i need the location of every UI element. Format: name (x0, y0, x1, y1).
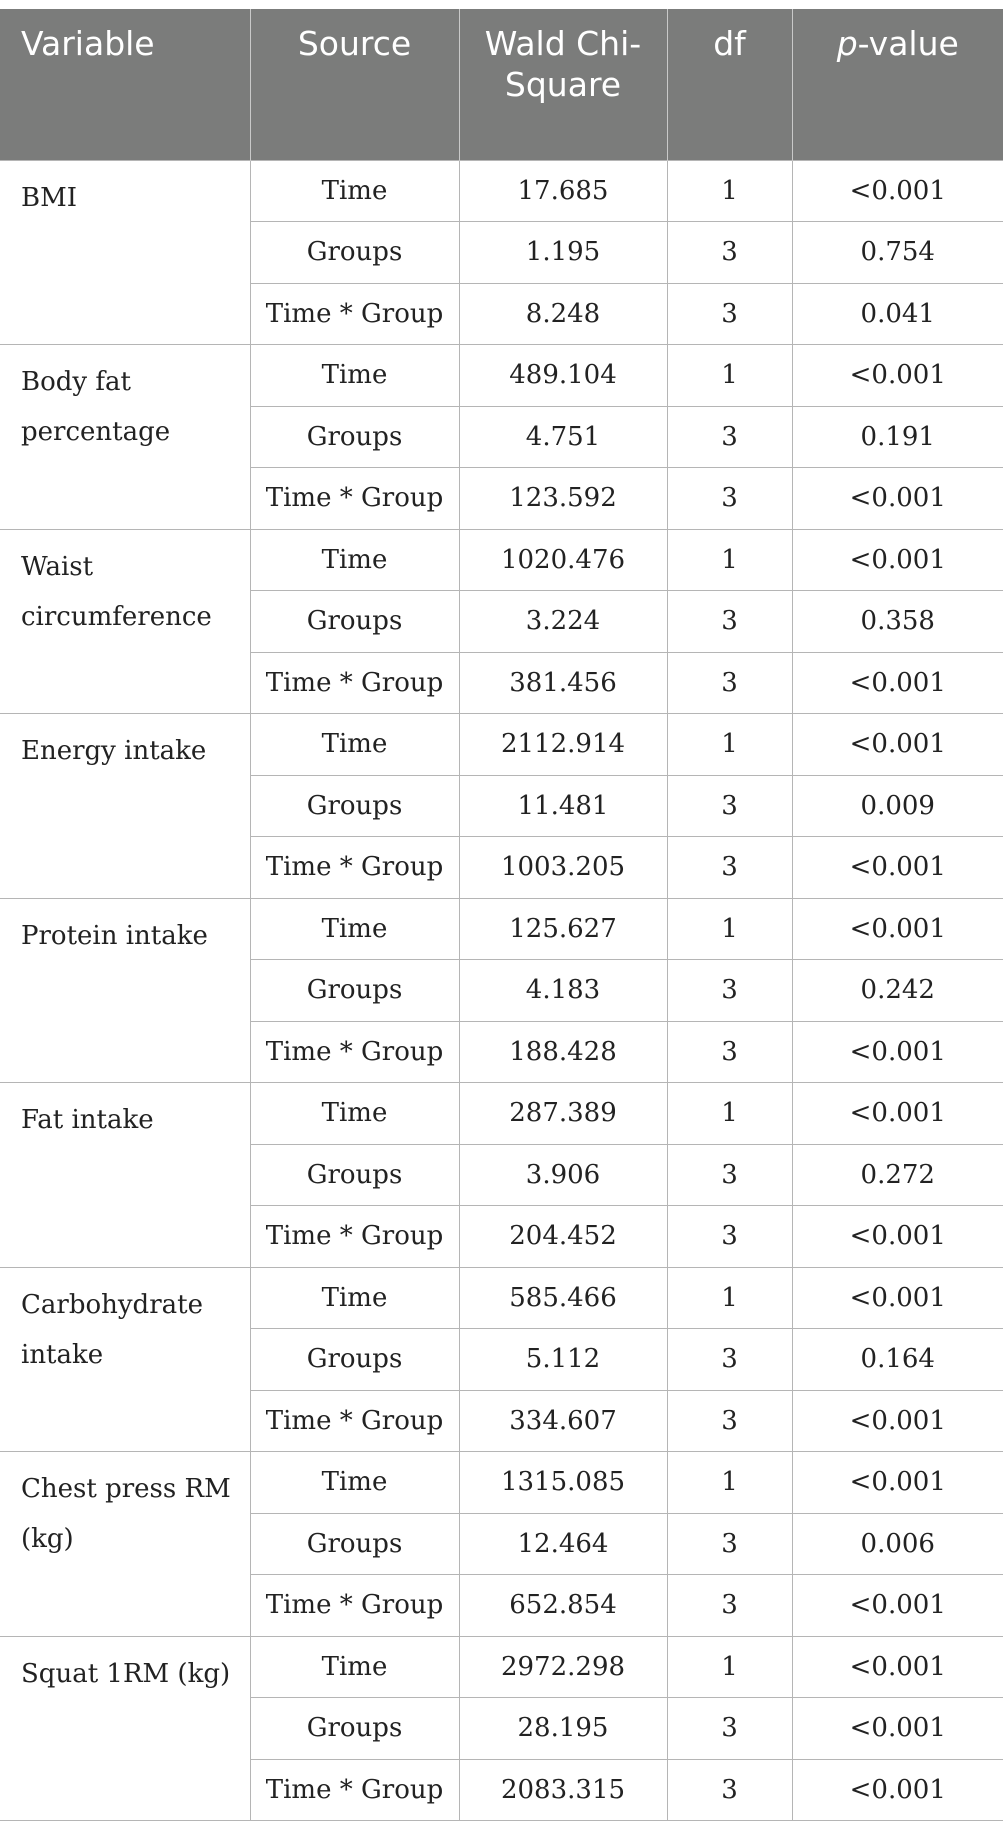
wald-cell: 3.906 (459, 1144, 667, 1206)
df-cell: 1 (667, 1267, 792, 1329)
variable-cell: Protein intake (0, 898, 250, 1083)
header-p-value (792, 9, 1003, 160)
wald-cell: 125.627 (459, 898, 667, 960)
table-row (0, 1083, 1003, 1145)
wald-cell: 1003.205 (459, 837, 667, 899)
df-cell: 1 (667, 1636, 792, 1698)
source-cell: Groups (250, 1144, 459, 1206)
source-cell: Time * Group (250, 1575, 459, 1637)
table-body (0, 160, 1003, 1821)
df-cell: 1 (667, 1083, 792, 1145)
p-value-cell: <0.001 (792, 1390, 1003, 1452)
header-source: Source (250, 9, 459, 160)
source-cell: Groups (250, 775, 459, 837)
df-cell: 1 (667, 714, 792, 776)
variable-cell: Chest press RM (kg) (0, 1452, 250, 1637)
source-cell: Time * Group (250, 1206, 459, 1268)
df-cell: 3 (667, 960, 792, 1022)
variable-cell: Carbohydrate intake (0, 1267, 250, 1452)
header-variable: Variable (0, 9, 250, 160)
df-cell: 3 (667, 222, 792, 284)
variable-cell: Squat 1RM (kg) (0, 1636, 250, 1821)
variable-cell: Fat intake (0, 1083, 250, 1268)
header-df: df (667, 9, 792, 160)
p-value-cell: <0.001 (792, 898, 1003, 960)
source-cell: Time (250, 1636, 459, 1698)
source-cell: Time * Group (250, 283, 459, 345)
table-row (0, 529, 1003, 591)
source-cell: Time * Group (250, 652, 459, 714)
source-cell: Time (250, 1083, 459, 1145)
header-p-value-p: p (836, 24, 858, 63)
table-row (0, 1452, 1003, 1514)
table-row (0, 160, 1003, 222)
df-cell: 3 (667, 1329, 792, 1391)
p-value-cell: <0.001 (792, 714, 1003, 776)
df-cell: 3 (667, 1698, 792, 1760)
wald-cell: 12.464 (459, 1513, 667, 1575)
header-p-value-suffix: -value (857, 24, 959, 63)
df-cell: 3 (667, 1144, 792, 1206)
wald-cell: 1315.085 (459, 1452, 667, 1514)
p-value-cell: <0.001 (792, 1698, 1003, 1760)
p-value-cell: <0.001 (792, 468, 1003, 530)
wald-chi-square-table (0, 9, 1003, 1821)
p-value-cell: <0.001 (792, 1206, 1003, 1268)
source-cell: Time * Group (250, 1390, 459, 1452)
source-cell: Time * Group (250, 837, 459, 899)
source-cell: Groups (250, 960, 459, 1022)
p-value-cell: <0.001 (792, 1083, 1003, 1145)
df-cell: 3 (667, 406, 792, 468)
p-value-cell: 0.242 (792, 960, 1003, 1022)
source-cell: Time (250, 898, 459, 960)
table-header (0, 9, 1003, 160)
p-value-cell: <0.001 (792, 1452, 1003, 1514)
df-cell: 3 (667, 652, 792, 714)
source-cell: Groups (250, 1513, 459, 1575)
p-value-cell: <0.001 (792, 529, 1003, 591)
source-cell: Time (250, 160, 459, 222)
p-value-cell: <0.001 (792, 652, 1003, 714)
df-cell: 3 (667, 591, 792, 653)
wald-cell: 1.195 (459, 222, 667, 284)
source-cell: Time * Group (250, 468, 459, 530)
df-cell: 3 (667, 837, 792, 899)
wald-cell: 4.183 (459, 960, 667, 1022)
df-cell: 3 (667, 775, 792, 837)
df-cell: 3 (667, 283, 792, 345)
source-cell: Time (250, 529, 459, 591)
p-value-cell: 0.009 (792, 775, 1003, 837)
variable-cell: BMI (0, 160, 250, 345)
p-value-cell: <0.001 (792, 345, 1003, 407)
df-cell: 3 (667, 1575, 792, 1637)
wald-cell: 11.481 (459, 775, 667, 837)
wald-cell: 8.248 (459, 283, 667, 345)
table-row (0, 345, 1003, 407)
wald-cell: 2972.298 (459, 1636, 667, 1698)
source-cell: Time (250, 1452, 459, 1514)
source-cell: Groups (250, 591, 459, 653)
df-cell: 3 (667, 1513, 792, 1575)
source-cell: Groups (250, 406, 459, 468)
source-cell: Time * Group (250, 1759, 459, 1821)
df-cell: 3 (667, 1759, 792, 1821)
wald-cell: 4.751 (459, 406, 667, 468)
table-row (0, 714, 1003, 776)
table-row (0, 898, 1003, 960)
wald-cell: 652.854 (459, 1575, 667, 1637)
header-wald-chi-square: Wald Chi-Square (459, 9, 667, 160)
source-cell: Groups (250, 222, 459, 284)
p-value-cell: 0.041 (792, 283, 1003, 345)
p-value-cell: <0.001 (792, 1021, 1003, 1083)
wald-cell: 17.685 (459, 160, 667, 222)
p-value-cell: 0.191 (792, 406, 1003, 468)
wald-cell: 2083.315 (459, 1759, 667, 1821)
wald-cell: 123.592 (459, 468, 667, 530)
header-row (0, 9, 1003, 160)
variable-cell: Energy intake (0, 714, 250, 899)
df-cell: 3 (667, 1021, 792, 1083)
variable-cell: Waist circumference (0, 529, 250, 714)
p-value-cell: <0.001 (792, 1636, 1003, 1698)
source-cell: Time (250, 1267, 459, 1329)
df-cell: 1 (667, 529, 792, 591)
wald-cell: 1020.476 (459, 529, 667, 591)
df-cell: 1 (667, 1452, 792, 1514)
wald-cell: 489.104 (459, 345, 667, 407)
p-value-cell: <0.001 (792, 1759, 1003, 1821)
p-value-cell: 0.164 (792, 1329, 1003, 1391)
p-value-cell: <0.001 (792, 1267, 1003, 1329)
wald-cell: 3.224 (459, 591, 667, 653)
wald-cell: 2112.914 (459, 714, 667, 776)
p-value-cell: 0.358 (792, 591, 1003, 653)
source-cell: Time (250, 345, 459, 407)
wald-cell: 287.389 (459, 1083, 667, 1145)
source-cell: Groups (250, 1698, 459, 1760)
wald-cell: 204.452 (459, 1206, 667, 1268)
df-cell: 1 (667, 898, 792, 960)
p-value-cell: <0.001 (792, 1575, 1003, 1637)
p-value-cell: <0.001 (792, 160, 1003, 222)
wald-cell: 28.195 (459, 1698, 667, 1760)
wald-cell: 585.466 (459, 1267, 667, 1329)
df-cell: 3 (667, 1390, 792, 1452)
table-row (0, 1636, 1003, 1698)
variable-cell: Body fat percentage (0, 345, 250, 530)
source-cell: Groups (250, 1329, 459, 1391)
wald-cell: 334.607 (459, 1390, 667, 1452)
table-row (0, 1267, 1003, 1329)
wald-cell: 381.456 (459, 652, 667, 714)
df-cell: 3 (667, 1206, 792, 1268)
p-value-cell: 0.006 (792, 1513, 1003, 1575)
df-cell: 1 (667, 345, 792, 407)
results-table-container (0, 9, 1003, 1821)
df-cell: 3 (667, 468, 792, 530)
source-cell: Time (250, 714, 459, 776)
p-value-cell: <0.001 (792, 837, 1003, 899)
wald-cell: 188.428 (459, 1021, 667, 1083)
wald-cell: 5.112 (459, 1329, 667, 1391)
df-cell: 1 (667, 160, 792, 222)
p-value-cell: 0.272 (792, 1144, 1003, 1206)
p-value-cell: 0.754 (792, 222, 1003, 284)
source-cell: Time * Group (250, 1021, 459, 1083)
